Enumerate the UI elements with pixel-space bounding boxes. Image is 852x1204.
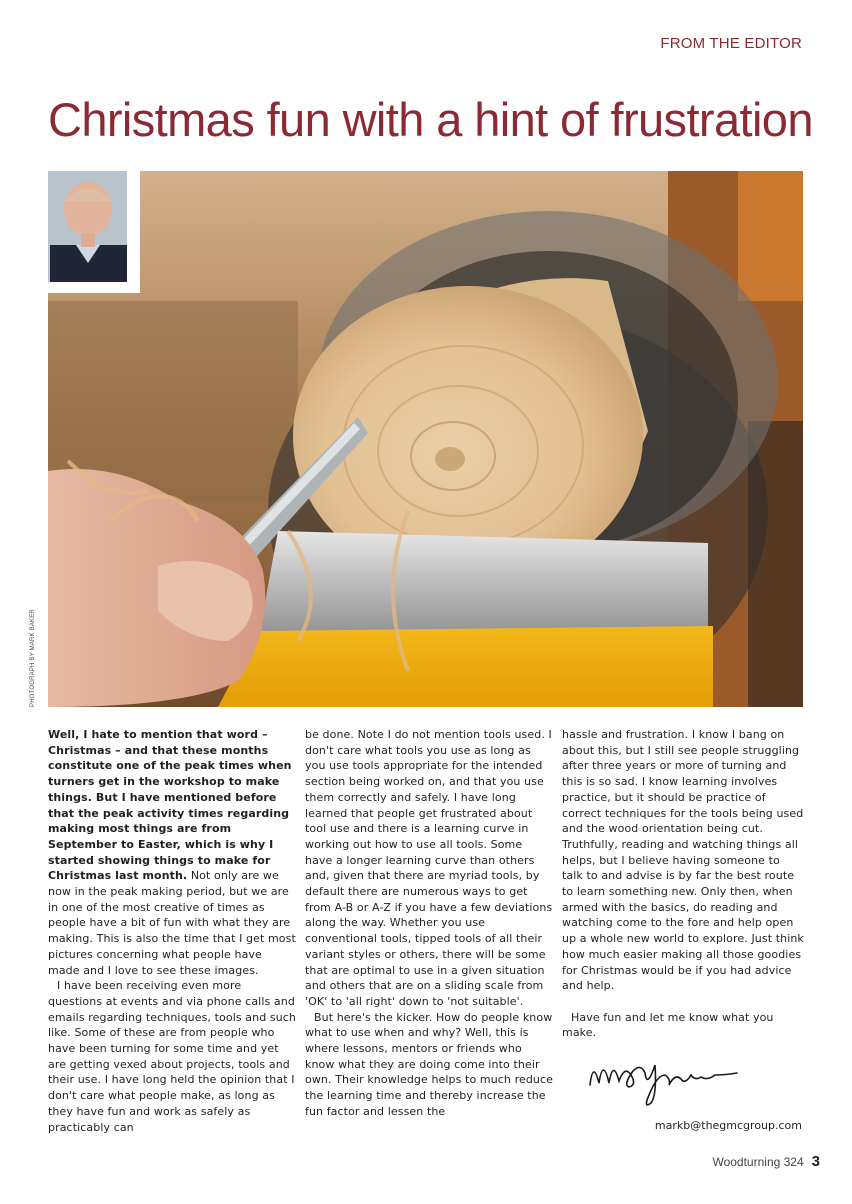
photo-credit: PHOTOGRAPH BY MARK BAKER [30, 609, 36, 707]
section-label: FROM THE EDITOR [660, 35, 802, 52]
page-footer [712, 1153, 820, 1170]
article-closing: Have fun and let me know what you make. [562, 1010, 774, 1040]
paragraph-text: Not only are we now in the peak making period, but we are in one of the most creative of times as people have a bit of fun with what they are making. This is also the time that I get most pictures concerning what people have made and I love to see these images. [48, 869, 296, 977]
lead-text: Well, I hate to mention that word – Christmas – and that these months constitute one of the peak times when turners get in the workshop to make things. But I have mentioned before that the peak activity times regarding making most things are from September to Easter, which is why I started showing things to make for Christmas last month. [48, 728, 292, 883]
page-title: Christmas fun with a hint of frustration [48, 93, 813, 146]
lathe-turning-photo [48, 171, 803, 707]
editor-signature [585, 1045, 745, 1115]
lathe-illustration [48, 171, 803, 707]
article-column-1 [48, 727, 296, 1135]
article-paragraph [48, 727, 296, 978]
article-paragraph: hassle and frustration. I know I bang on about this, but I still see people struggling after three years or more of turning and this is so sad. I know learning involves practice, but it should be practice of correct techniques for the tools being used and the wood orientation being cut. Truthfully, reading and watching things all helps, but I believe having someone to talk to and advise is by far the best route to learn something new. Only then, when armed with the basics, do reading and watching come to the fore and help open up a whole new world to explore. Just think how much easier making all those goodies for Christmas would be if you had advice and help. [562, 728, 804, 993]
page-number: 3 [811, 1153, 820, 1170]
article-paragraph: be done. Note I do not mention tools used. I don't care what tools you use as long as you use tools appropriate for the intended section being worked on, and that you use them correctly and safely. I have long learned that people get frustrated about tool use and there is a learning curve in working out how to use all tools. Some have a longer learning curve than others and, given that there are myriad tools, by default there are numerous ways to get from A-B or A-Z if you have a few deviations along the way. Whether you use conventional tools, tipped tools of all their variant styles or others, there will be some that are optimal to use in a given situation and others that are on a sliding scale from 'OK' to 'all right' down to 'not suitable'. [305, 728, 553, 1008]
article-column-3 [562, 727, 804, 1041]
editor-portrait [48, 171, 140, 293]
magazine-issue: Woodturning 324 [712, 1155, 804, 1169]
article-paragraph: I have been receiving even more questions at events and via phone calls and emails regarding techniques, tools and such like. Some of these are from people who have been turning for some time and yet are getting vexed about projects, tools and their use. I have long held the opinion that I don't care what people make, as long as they have fun and work as safely as practicably can [48, 979, 296, 1134]
article-paragraph: But here's the kicker. How do people know what to use when and why? Well, this is where lessons, mentors or friends who know what they are doing come into their own. Their knowledge helps to much reduce the learning time and thereby increase the fun factor and lessen the [305, 1010, 554, 1118]
article-column-2 [305, 727, 553, 1120]
editor-email: markb@thegmcgroup.com [654, 1119, 802, 1132]
